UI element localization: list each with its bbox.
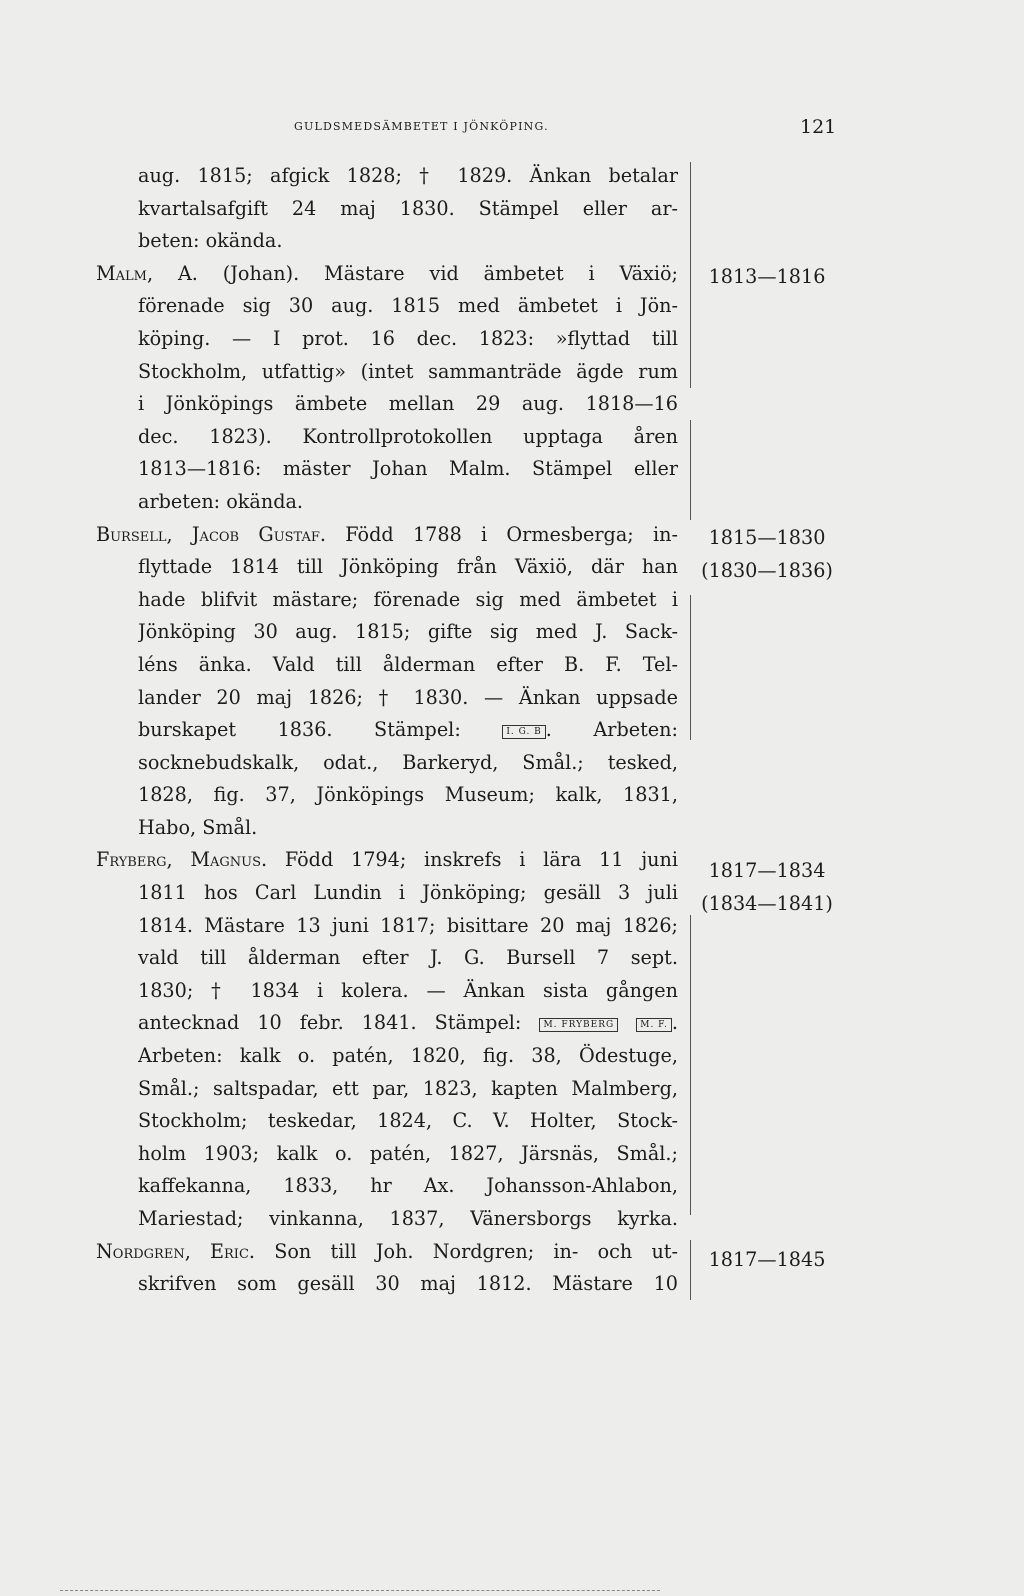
margin-date: 1817—1845 [708,1248,826,1271]
hallmark-stamp: M. FRYBERG [539,1018,618,1032]
text-line: arbeten: okända. [138,489,304,513]
text-line: 1811 hos Carl Lundin i Jönköping; gesäll 3 juli [138,881,678,905]
page-edge-line [60,1590,660,1592]
text-line: Habo, Smål. [138,815,258,839]
body-text [96,160,678,1301]
margin-rule [690,915,691,1215]
margin-date: (1830—1836) [701,559,833,582]
margin-date: 1815—1830 [708,526,826,549]
text-line: dec. 1823). Kontrollprotokollen upptaga åren [138,424,678,448]
margin-rule [690,162,691,388]
text-line: vald till ålderman efter J. G. Bursell 7 sept. [138,946,678,970]
hallmark-stamp: I. G. B [502,725,545,739]
text-line: kaffekanna, 1833, hr Ax. Johansson-Ahlabon, [138,1174,678,1198]
entry-malm: Malm, A. (Johan). Mästare vid ämbetet i Växiö; [96,261,678,285]
text-line: 1830; † 1834 i kolera. — Änkan sista gången [138,978,678,1002]
text-line: Stockholm, utfattig» (intet sammanträde ägde rum [138,359,678,383]
text-line: hade blifvit mästare; förenade sig med ämbetet i [138,587,678,611]
text-line: 1814. Mästare 13 juni 1817; bisittare 20 maj 1826; [138,913,678,937]
entry-name: Fryberg, Magnus. [96,848,268,872]
text-line: burskapet 1836. Stämpel: I. G. B . Arbeten: [138,718,678,742]
margin-date: 1817—1834 [708,859,826,882]
entry-name: Bursell, Jacob Gustaf. [96,522,327,546]
text-line: i Jönköpings ämbete mellan 29 aug. 1818—16 [138,392,678,416]
entry-fryberg: Fryberg, Magnus. Född 1794; inskrefs i lära 11 juni [96,848,678,872]
hallmark-stamp: M. F. [636,1018,672,1032]
text-line: lander 20 maj 1826; † 1830. — Änkan uppsade [138,685,678,709]
text-line: förenade sig 30 aug. 1815 med ämbetet i Jön- [138,294,678,318]
text-line: 1813—1816: mäster Johan Malm. Stämpel eller [138,457,678,481]
margin-rule [690,1240,691,1300]
text-line: kvartalsafgift 24 maj 1830. Stämpel eller ar- [138,196,678,220]
page-number: 121 [800,116,837,138]
text-line: köping. — I prot. 16 dec. 1823: »flyttad till [138,326,678,350]
text-line: flyttade 1814 till Jönköping från Växiö, där han [138,555,678,579]
text-line: antecknad 10 febr. 1841. Stämpel: M. FRYBERG M. F. . [138,1011,678,1035]
text-line: Arbeten: kalk o. patén, 1820, fig. 38, Ödestuge, [138,1044,678,1068]
entry-name: Malm, [96,261,154,285]
running-head: GULDSMEDSÄMBETET I JÖNKÖPING. [294,120,549,133]
text-line: léns änka. Vald till ålderman efter B. F. Tel- [138,652,678,676]
text-line: socknebudskalk, odat., Barkeryd, Smål.; tesked, [138,750,678,774]
margin-rule [690,420,691,520]
text-line: Mariestad; vinkanna, 1837, Vänersborgs kyrka. [138,1207,678,1230]
margin-date: 1813—1816 [708,265,826,288]
text-line: beten: okända. [138,229,283,253]
text-line: skrifven som gesäll 30 maj 1812. Mästare 10 [138,1272,678,1296]
entry-name: Nordgren, Eric. [96,1239,255,1263]
entry-bursell: Bursell, Jacob Gustaf. Född 1788 i Ormesberga; in- [96,522,678,546]
text-line: aug. 1815; afgick 1828; † 1829. Änkan betalar [138,164,678,187]
margin-rule [690,595,691,740]
entry-nordgren: Nordgren, Eric. Son till Joh. Nordgren; in- och ut- [96,1239,678,1263]
text-line: Smål.; saltspadar, ett par, 1823, kapten Malmberg, [138,1076,678,1100]
text-line: Stockholm; teskedar, 1824, C. V. Holter, Stock- [138,1109,678,1133]
text-line: 1828, fig. 37, Jönköpings Museum; kalk, 1831, [138,783,678,807]
margin-date: (1834—1841) [701,892,833,915]
text-line: holm 1903; kalk o. patén, 1827, Järsnäs, Smål.; [138,1141,678,1165]
text-line: Jönköping 30 aug. 1815; gifte sig med J. Sack- [138,620,678,644]
